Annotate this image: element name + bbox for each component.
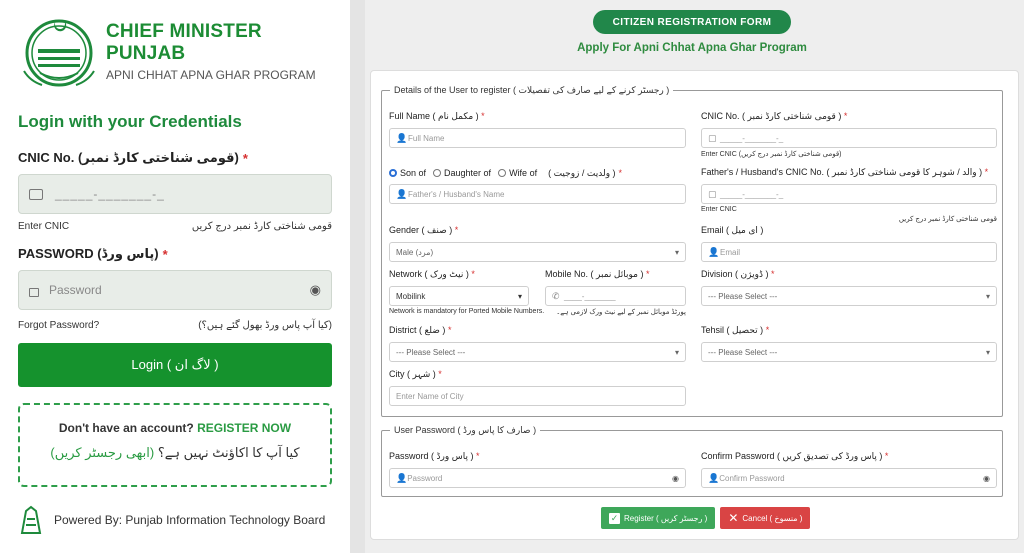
check-icon: ✓ [610,512,619,523]
lock-icon [29,288,39,297]
gender-label: Gender ( صنف ) [389,225,453,235]
eye-icon[interactable]: ◉ [309,282,321,297]
father-cnic-label: Father's / Husband's CNIC No. ( والد / شوہر کا قومی شناختی کارڈ نمبر ) [701,167,983,177]
district-field: District ( ضلع ) * --- Please Select --- ▾ [389,325,686,362]
district-placeholder: --- Please Select --- [396,347,466,357]
radio-daughter-of[interactable] [433,169,441,177]
city-input[interactable] [389,386,686,406]
chevron-down-icon: ▾ [674,247,679,257]
relation-field: Son of Daughter of Wife of ( ولدیت / زوجیت ) * 👤 Father's / Husband's Name [389,167,686,204]
division-select[interactable] [701,286,997,306]
father-cnic-input[interactable] [701,184,997,204]
password-input[interactable] [389,468,686,488]
confirm-password-placeholder: Confirm Password [719,473,785,483]
no-account-urdu: کیا آپ کا اکاؤنٹ نہیں ہے؟ [157,445,300,460]
cnic-hint-urdu: قومی شناختی کارڈ نمبر درج کریں [191,221,332,232]
cnic-placeholder: _____-_______-_ [720,133,784,143]
confirm-password-label: Confirm Password ( پاس ورڈ کی تصدیق کریں ) [701,451,883,461]
cnic-label: CNIC No. ( قومی شناختی کارڈ نمبر ) [701,111,842,121]
son-of-label: Son of [400,168,427,178]
user-icon: 👤 [708,472,720,483]
required-mark: * [162,246,168,262]
login-heading: Login with your Credentials [18,112,242,131]
document-icon: ▢ [708,188,717,199]
division-placeholder: --- Please Select --- [708,291,778,301]
password-label-text: PASSWORD (پاس ورڈ) [18,246,159,261]
mobile-placeholder: ____-_______ [564,291,616,301]
eye-icon[interactable]: ◉ [672,473,679,483]
gender-value: Male (مرد) [396,247,434,257]
user-details-legend: Details of the User to register ( رجسٹر کرنے کے لیے صارف کی تفصیلات ) [394,85,670,95]
cancel-button-label: Cancel ( منسوخ ) [742,513,803,523]
cnic-label-text: CNIC No. (قومی شناختی کارڈ نمبر) [18,150,239,165]
city-field: City ( شہر ) * Enter Name of City [389,369,686,406]
network-select[interactable] [389,286,529,306]
cnic-placeholder: _____-_______-_ [55,187,165,201]
register-now-link[interactable]: REGISTER NOW [197,421,292,435]
father-cnic-placeholder: _____-_______-_ [720,189,784,199]
cnic-hint: Enter CNIC [18,221,70,232]
password-placeholder: Password [49,283,102,297]
cancel-button[interactable] [720,507,810,529]
city-placeholder: Enter Name of City [396,391,464,401]
password-input[interactable] [18,270,332,310]
daughter-of-label: Daughter of [444,168,492,178]
login-button[interactable]: Login ( لاگ ان ) [18,343,332,387]
user-icon: 👤 [396,132,408,143]
network-label: Network ( نیٹ ورک ) [389,269,469,279]
father-cnic-hint: Enter CNIC [701,206,737,213]
powered-by [18,505,332,535]
password-placeholder: Password [407,473,443,483]
registration-panel [365,0,1024,553]
tehsil-select[interactable] [701,342,997,362]
father-cnic-hint-urdu: قومی شناختی کارڈ نمبر درج کریں [898,216,997,223]
register-button[interactable] [601,507,715,529]
forgot-password-link[interactable]: Forgot Password? [18,320,100,331]
close-icon: ✕ [728,511,739,525]
apply-heading: Apply For Apni Chhat Apna Ghar Program [577,42,807,54]
confirm-password-field: Confirm Password ( پاس ورڈ کی تصدیق کریں ) * 👤Confirm Password ◉ [701,451,997,488]
network-value: Mobilink [396,291,426,301]
network-note-text: Network is mandatory for Ported Mobile Numbers. [389,308,545,315]
user-icon: 👤 [708,246,720,257]
mobile-label: Mobile No. ( موبائل نمبر ) [545,269,644,279]
division-label: Division ( ڈویژن ) [701,269,769,279]
login-panel [0,0,350,553]
cnic-label [18,150,332,166]
register-urdu-link[interactable]: (ابھی رجسٹر کریں) [50,445,155,460]
gender-field: Gender ( صنف ) * Male (مرد) ▾ [389,225,686,262]
cnic-field: CNIC No. ( قومی شناختی کارڈ نمبر ) * ▢ _____-_______-_ Enter CNIC (قومی شناختی کارڈ نمبر درج کریں) [701,111,997,158]
form-title-badge: CITIZEN REGISTRATION FORM [593,10,791,34]
brand-subtitle: APNI CHHAT APNA GHAR PROGRAM [106,67,316,82]
brand-header [18,12,332,90]
register-box [18,403,332,487]
document-icon: ▢ [708,132,717,143]
chevron-down-icon: ▾ [517,291,522,301]
powered-by-text: Powered By: Punjab Information Technology Board [54,513,326,527]
password-label: Password ( پاس ورڈ ) [389,451,474,461]
full-name-field: Full Name ( مکمل نام ) * 👤 Full Name [389,111,686,148]
cnic-input[interactable] [18,174,332,214]
full-name-placeholder: Full Name [408,133,445,143]
relation-urdu-label: ( ولدیت / زوجیت ) [548,167,616,178]
password-field: Password ( پاس ورڈ ) * 👤Password ◉ [389,451,686,488]
forgot-password-urdu: (کیا آپ پاس ورڈ بھول گئے ہیں؟) [198,320,332,331]
cnic-hint: Enter CNIC [701,151,737,158]
district-label: District ( ضلع ) [389,325,446,335]
pitb-logo-icon [18,505,44,535]
wife-of-label: Wife of [509,168,538,178]
mobile-field: Mobile No. ( موبائل نمبر ) * ✆ ____-_______ [545,269,686,306]
required-mark: * [242,150,248,166]
district-select[interactable] [389,342,686,362]
phone-icon: ✆ [552,290,560,301]
email-field [701,225,997,262]
chevron-down-icon: ▾ [985,347,990,357]
father-cnic-field: Father's / Husband's CNIC No. ( والد / شوہر کا قومی شناختی کارڈ نمبر ) * ▢ _____-_______-_ Enter CNIC قومی شناختی کارڈ نمبر درج کریں [701,167,997,223]
network-field: Network ( نیٹ ورک ) * Mobilink ▾ [389,269,529,306]
chevron-down-icon: ▾ [985,291,990,301]
chevron-down-icon: ▾ [674,347,679,357]
network-note [389,306,686,316]
cnic-input[interactable] [701,128,997,148]
radio-wife-of[interactable] [498,169,506,177]
gender-select[interactable] [389,242,686,262]
register-button-label: Register ( رجسٹر کریں ) [624,513,708,523]
father-name-placeholder: Father's / Husband's Name [408,189,505,199]
brand-title: CHIEF MINISTER PUNJAB [106,20,262,64]
mobile-input[interactable] [545,286,686,306]
tehsil-label: Tehsil ( تحصیل ) [701,325,764,335]
network-note-urdu: پورٹڈ موبائل نمبر کے لیے نیٹ ورک لازمی ہے۔ [556,309,686,316]
cnic-hint-urdu: (قومی شناختی کارڈ نمبر درج کریں) [738,151,842,158]
user-icon: 👤 [396,188,408,199]
punjab-emblem-icon [18,13,100,89]
radio-son-of[interactable] [389,169,397,177]
password-label [18,246,332,262]
confirm-password-input[interactable] [701,468,997,488]
registration-card [370,70,1019,540]
eye-icon[interactable]: ◉ [983,473,990,483]
user-icon: 👤 [396,472,408,483]
email-input[interactable] [701,242,997,262]
id-card-icon [29,189,43,200]
father-name-input[interactable] [389,184,686,204]
full-name-input[interactable] [389,128,686,148]
full-name-label: Full Name ( مکمل نام ) [389,111,479,121]
email-label: Email ( ای میل ) [701,225,764,235]
tehsil-field: Tehsil ( تحصیل ) * --- Please Select --- ▾ [701,325,997,362]
city-label: City ( شہر ) [389,369,436,379]
email-placeholder: Email [720,247,741,257]
tehsil-placeholder: --- Please Select --- [708,347,778,357]
password-legend: User Password ( صارف کا پاس ورڈ ) [394,425,537,435]
no-account-text: Don't have an account? [58,421,194,435]
division-field: Division ( ڈویژن ) * --- Please Select --- ▾ [701,269,997,306]
